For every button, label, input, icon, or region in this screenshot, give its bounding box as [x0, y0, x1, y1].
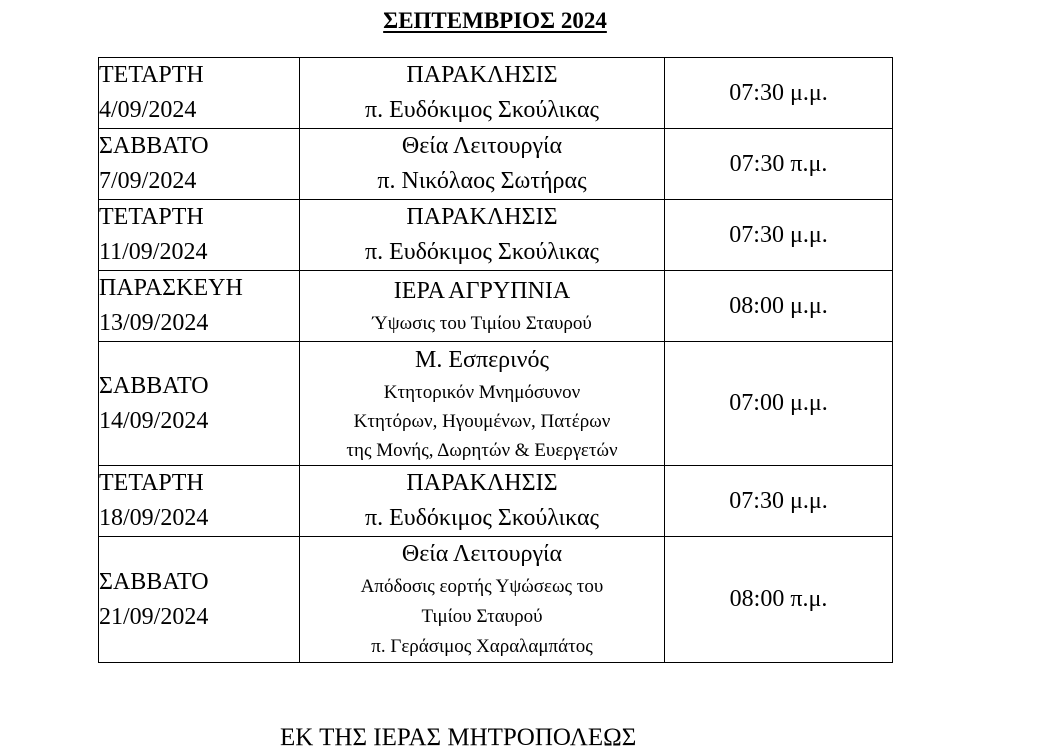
table-row	[99, 200, 893, 271]
day-date-cell	[99, 200, 300, 271]
table-row	[99, 129, 893, 200]
day-name: ΣΑΒΒΑΤΟ	[99, 372, 209, 399]
day-date-cell	[99, 537, 300, 663]
service-cell	[300, 129, 665, 200]
time-cell: 07:30 μ.μ.	[665, 200, 893, 271]
service-cell	[300, 342, 665, 466]
time-cell: 08:00 π.μ.	[665, 537, 893, 663]
day-date-cell	[99, 129, 300, 200]
day-name: ΤΕΤΑΡΤΗ	[99, 204, 204, 230]
date: 7/09/2024	[99, 168, 197, 194]
service-detail: Κτητορικόν Μνημόσυνον	[383, 381, 581, 403]
service-name: Θεία Λειτουργία	[401, 133, 563, 159]
service-detail: Απόδοσις εορτής Υψώσεως του	[360, 576, 604, 597]
footer-text: ΕΚ ΤΗΣ ΙΕΡΑΣ ΜΗΤΡΟΠΟΛΕΩΣ	[280, 724, 637, 751]
service-name: Θεία Λειτουργία	[401, 541, 563, 567]
time-cell: 07:30 μ.μ.	[665, 58, 893, 129]
service-cell	[300, 466, 665, 537]
service-cell	[300, 271, 665, 342]
service-detail: Ύψωσις του Τιμίου Σταυρού	[372, 312, 592, 334]
table-row	[99, 271, 893, 342]
service-detail: π. Γεράσιμος Χαραλαμπάτος	[371, 636, 593, 657]
day-name: ΠΑΡΑΣΚΕΥΗ	[99, 275, 243, 301]
day-date-cell	[99, 58, 300, 129]
date: 4/09/2024	[99, 97, 197, 123]
time-cell: 07:30 π.μ.	[665, 129, 893, 200]
service-name: Μ. Εσπερινός	[415, 346, 549, 373]
time-cell: 08:00 μ.μ.	[665, 271, 893, 342]
schedule-table	[98, 57, 893, 663]
table-row	[99, 537, 893, 663]
service-detail: π. Ευδόκιμος Σκούλικας	[364, 97, 600, 123]
day-name: ΤΕΤΑΡΤΗ	[99, 62, 204, 88]
service-detail: Τιμίου Σταυρού	[421, 606, 543, 627]
service-detail: π. Νικόλαος Σωτήρας	[377, 168, 587, 194]
service-name: ΠΑΡΑΚΛΗΣΙΣ	[406, 470, 558, 496]
date: 18/09/2024	[99, 505, 209, 531]
table-row	[99, 58, 893, 129]
service-detail: π. Ευδόκιμος Σκούλικας	[364, 505, 600, 531]
service-name: ΠΑΡΑΚΛΗΣΙΣ	[406, 204, 558, 230]
date: 11/09/2024	[99, 239, 208, 265]
day-name: ΣΑΒΒΑΤΟ	[99, 133, 209, 159]
day-name: ΤΕΤΑΡΤΗ	[99, 470, 204, 496]
service-cell	[300, 200, 665, 271]
page-title: ΣΕΠΤΕΜΒΡΙΟΣ 2024	[383, 8, 607, 33]
service-detail: π. Ευδόκιμος Σκούλικας	[364, 239, 600, 265]
date: 13/09/2024	[99, 310, 209, 336]
service-name: ΠΑΡΑΚΛΗΣΙΣ	[406, 62, 558, 88]
date: 14/09/2024	[99, 407, 209, 434]
day-date-cell	[99, 342, 300, 466]
service-cell	[300, 58, 665, 129]
day-date-cell	[99, 271, 300, 342]
time-cell: 07:00 μ.μ.	[665, 342, 893, 466]
day-date-cell	[99, 466, 300, 537]
table-row	[99, 466, 893, 537]
day-name: ΣΑΒΒΑΤΟ	[99, 568, 209, 595]
date: 21/09/2024	[99, 603, 209, 630]
table-row	[99, 342, 893, 466]
service-detail: Κτητόρων, Ηγουμένων, Πατέρων	[353, 410, 611, 432]
time-cell: 07:30 μ.μ.	[665, 466, 893, 537]
service-name: ΙΕΡΑ ΑΓΡΥΠΝΙΑ	[393, 277, 571, 304]
service-detail: της Μονής, Δωρητών & Ευεργετών	[346, 439, 618, 461]
service-cell	[300, 537, 665, 663]
